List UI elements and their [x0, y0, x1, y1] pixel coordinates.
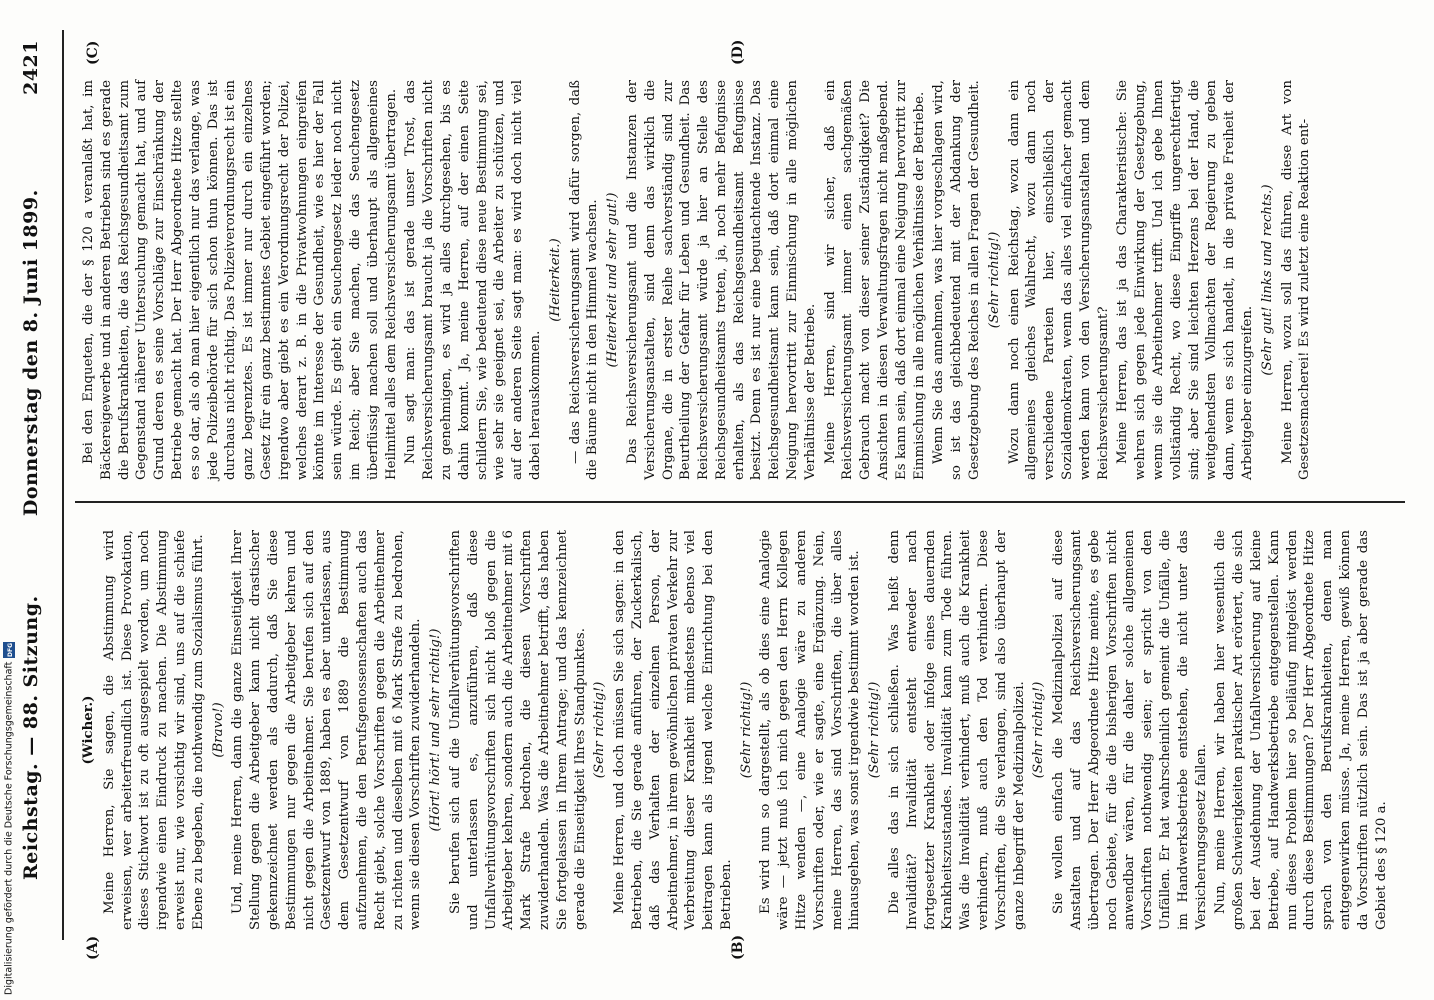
interjection: (Sehr richtig!): [592, 681, 608, 779]
interjection: (Heiterkeit.): [547, 238, 563, 322]
interjection: (Sehr gut! links und rechts.): [1259, 184, 1275, 376]
paragraph: Das Reichsversicherungsamt und die Instanzen der Versicherungsanstalten, sind denn das wirklich die Organe, die in erster Reihe sachverständig sind zur Beurtheilung der Gefahr für Leben und Gesundheit. Das Reichsversicherungsamt würde ja hier an Stelle des Reichsgesundheitsamts treten, ja, noch mehr Befugnisse erhalten, als das Reichsgesundheitsamt Befugnisse besitzt. Denn es ist nur eine begutachtende Instanz. Das Reichsgesundheitsamt kann sein, daß dort einmal eine Neigung hervortritt zur Einmischung in alle möglichen Verhältnisse der Betriebe.: [624, 80, 818, 480]
left-paragraphs: [101, 530, 1391, 930]
paragraph: Es wird nun so dargestellt, als ob dies eine Analogie wäre — jetzt muß ich mich gegen den Herrn Kollegen Hitze wenden —, eine Analogie wäre zu anderen Vorschriften oder, wie er sagte, eine Ergänzung. Nein, meine Herren, das sind Vorschriften, die über alles hinausgehen, was sonst irgendwie bestimmt worden ist.: [758, 530, 863, 930]
paragraph: Wozu dann noch einen Reichstag, wozu dann ein allgemeines gleiches Wahlrecht, wozu dann noch verschiedene Parteien hier, einschließlich der Sozialdemokraten, wenn das alles viel einfacher gemacht werden kann von den Versicherungsanstalten und dem Reichsversicherungsamt?: [1006, 80, 1111, 480]
paragraph: Und, meine Herren, dann die ganze Einseitigkeit Ihrer Stellung gegen die Arbeitgeber kann nicht drastischer gekennzeichnet werden als dadurch, daß Sie diese Bestimmungen nur gegen die Arbeitgeber kehren und nicht gegen die Arbeitnehmer. Sie berufen sich auf den Gesetzentwurf von 1889, haben es aber unterlassen, aus dem Gesetzentwurf von 1889 die Bestimmung aufzunehmen, die den Berufsgenossenschaften auch das Recht giebt, solche Vorschriften gegen die Arbeitnehmer zu richten und dieselben mit 6 Mark Strafe zu bedrohen, wenn sie diesen Vorschriften zuwiderhandeln.: [230, 530, 424, 930]
interjection: (Sehr richtig!): [738, 681, 754, 779]
interjection: (Heiterkeit und sehr gut!): [605, 192, 621, 368]
right-column: [80, 80, 1316, 480]
paragraph: Wenn Sie das annehmen, was hier vorgeschlagen wird, so ist das gleichbedeutend mit der Abdankung der Gesetzgebung des Reiches in allen Fragen der Gesundheit.: [931, 80, 983, 480]
interjection: (Hört! hört! und sehr richtig!): [428, 628, 444, 832]
page-number: 2421: [20, 40, 42, 95]
margin-marker-b: (B): [730, 934, 746, 960]
margin-marker-c: (C): [85, 40, 101, 65]
right-paragraphs: [80, 80, 1314, 480]
interjection: (Sehr richtig!): [867, 681, 883, 779]
paragraph: Nun sagt man: das ist gerade unser Trost, das Reichsversicherungsamt braucht ja die Vorschriften nicht zu genehmigen, es wird ja alles durchgesehen, bis es dahin kommt. Ja, meine Herren, auf der einen Seite schildern Sie, wie bedeutend diese neue Bestimmung sei, wie sehr sie geeignet sei, die Arbeiter zu schützen, und auf der anderen Seite sagt man: es wird doch nicht viel dabei herauskommen.: [403, 80, 543, 480]
paragraph: Bei den Enqueten, die der § 120 a veranlaßt hat, im Bäckereigewerbe und in anderen Betrieben sind es gerade die Berufskrankheiten, die das Reichsgesundheitsamt zum Gegenstand näherer Untersuchung gemacht hat, und auf Grund deren es seine Vorschläge zur Einschränkung der Betriebe gemacht hat. Der Herr Abgeordnete Hitze stellte es so dar, als ob man hier eigentlich nur das verlange, was jede Polizeibehörde für sich schon thun können. Das ist durchaus nicht richtig. Das Polizeiverordnungsrecht ist ein ganz begrenztes. Es ist immer nur durch ein einzelnes Gesetz für ein ganz bestimmtes Gebiet eingeführt worden; irgendwo aber giebt es ein Verordnungsrecht der Polizei, welches derart z. B. in die Privatwohnungen eingreifen könnte im Interesse der Gesundheit, wie es hier der Fall sein würde. Es giebt ein Seuchengesetz leider noch nicht im Reich; aber Sie machen, die das Seuchengesetz überflüssig machen soll und überhaupt als allgemeines Heilmittel alles dem Reichsversicherungsamt übertragen.: [81, 80, 399, 480]
digitization-text: Digitalisierung gefördert durch die Deutsche Forschungsgemeinschaft: [3, 661, 15, 995]
margin-marker-d: (D): [730, 39, 746, 65]
left-column: [80, 530, 1392, 930]
header-date: Donnerstag den 8. Juni 1899.: [20, 189, 42, 517]
dfg-logo-icon: DFG: [3, 642, 15, 658]
page-header: [20, 40, 60, 880]
digitization-note: [2, 600, 16, 995]
margin-marker-a: (A): [85, 935, 101, 960]
header-title: Reichstag. — 88. Sitzung.: [20, 595, 42, 880]
header-rule: [62, 30, 64, 940]
paragraph: — das Reichsversicherungsamt wird dafür sorgen, daß die Bäume nicht in den Himmel wachsen.: [567, 80, 601, 480]
paragraph: Meine Herren, wozu soll das führen, diese Art von Gesetzesmacherei! Es wird zuletzt eine Reaktion ent-: [1279, 80, 1313, 480]
paragraph: Meine Herren, das ist ja das Charakteristische: Sie wehren sich gegen jede Einwirkung der Gesetzgebung, wenn sie die Arbeitnehmer trifft. Und ich gebe Ihnen vollständig Recht, wo diese Eingriffe ungerechtfertigt sind; aber Sie sind leichten Herzens bei der Hand, die weitgehendsten Vollmachten der Regierung zu geben dann, wenn es sich handelt, in die private Freiheit der Arbeitgeber einzugreifen.: [1115, 80, 1255, 480]
column-divider: [75, 501, 1405, 503]
paragraph: Meine Herren, Sie sagen, die Abstimmung wird erweisen, wer arbeiterfreundlich ist. Diese Provokation, dieses Stichwort ist zu oft ausgespielt worden, um noch irgendwie einen Eindruck zu machen. Die Abstimmung erweist nur, wie vorsichtig wir sind, uns auf die schiefe Ebene zu begeben, die nothwendig zum Sozialismus führt.: [101, 530, 206, 930]
paragraph: Meine Herren, und doch müssen Sie sich sagen: in den Betrieben, die Sie gerade anführen, der Zuckerkalisch, daß das Verhalten der einzelnen Person, der Arbeitnehmer, in ihrem gewöhnlichen privaten Verkehr zur Verbreitung dieser Krankheit mindestens ebenso viel beitragen kann als irgend welche Einrichtung bei den Betrieben.: [612, 530, 734, 930]
paragraph: Die alles das in sich schließen. Was heißt denn Invalidität? Invalidität entsteht entweder nach fortgesetzter Krankheit oder infolge eines dauernden Krankheitszustandes. Invalidität kann zum Tode führen. Was die Invalidität verhindert, muß auch die Krankheit verhindern, muß auch den Tod verhindern. Diese Vorschriften, die Sie verlangen, sind also überhaupt der ganze Inbegriff der Medizinalpolizei.: [887, 530, 1027, 930]
speaker-label: (Wicher.): [81, 695, 96, 765]
paragraph: Nun, meine Herren, wir haben hier wesentlich die großen Schwierigkeiten praktischer Art erörtert, die sich bei der Ausdehnung der Unfallversicherung auf kleine Betriebe, auf Handwerksbetriebe entgegenstellen. Kann nun dieses Problem hier so beiläufig mitgelöst werden durch diese Bestimmungen? Der Herr Abgeordnete Hitze sprach von den Berufskrankheiten, denen man entgegenwirken müsse. Ja, meine Herren, gewiß können da Vorschriften nützlich sein. Das ist ja aber gerade das Gebiet des § 120 a.: [1213, 530, 1389, 930]
paragraph: Sie berufen sich auf die Unfallverhütungsvorschriften und unterlassen es, anzuführen, daß diese Unfallverhütungsvorschriften sich nicht bloß gegen die Arbeitgeber kehren, sondern auch die Arbeitnehmer mit 6 Mark Strafe bedrohen, die diesen Vorschriften zuwiderhandeln. Was die Arbeitnehmer betrifft, das haben Sie fortgelassen in Ihrem Antrage; und das kennzeichnet gerade die Einseitigkeit Ihres Standpunktes.: [447, 530, 588, 930]
interjection: (Sehr richtig!): [986, 231, 1002, 329]
interjection: (Bravo!): [210, 702, 226, 758]
paragraph: Meine Herren, sind wir sicher, daß ein Reichsversicherungsamt immer einen sachgemäßen Gebrauch macht von dieser seiner Zuständigkeit? Die Ansichten in diesen Verwaltungsfragen nicht maßgebend. Es kann sein, daß dort einmal eine Neigung hervortritt zur Einmischung in alle möglichen Verhältnisse der Betriebe.: [822, 80, 927, 480]
interjection: (Sehr richtig!): [1031, 681, 1047, 779]
paragraph: Sie wollen einfach die Medizinalpolizei auf diese Anstalten und auf das Reichsversicherungsamt übertragen. Der Herr Abgeordnete Hitze meinte, es gebe noch Gebiete, für die die bisherigen Vorschriften nicht anwendbar wären, für die daher solche allgemeinen Vorschriften nothwendig seien; er spricht von den Unfällen. Er hat wahrscheinlich gemeint die Unfälle, die im Handwerksbetriebe entstehen, die nicht unter das Versicherungsgesetz fallen.: [1051, 530, 1209, 930]
